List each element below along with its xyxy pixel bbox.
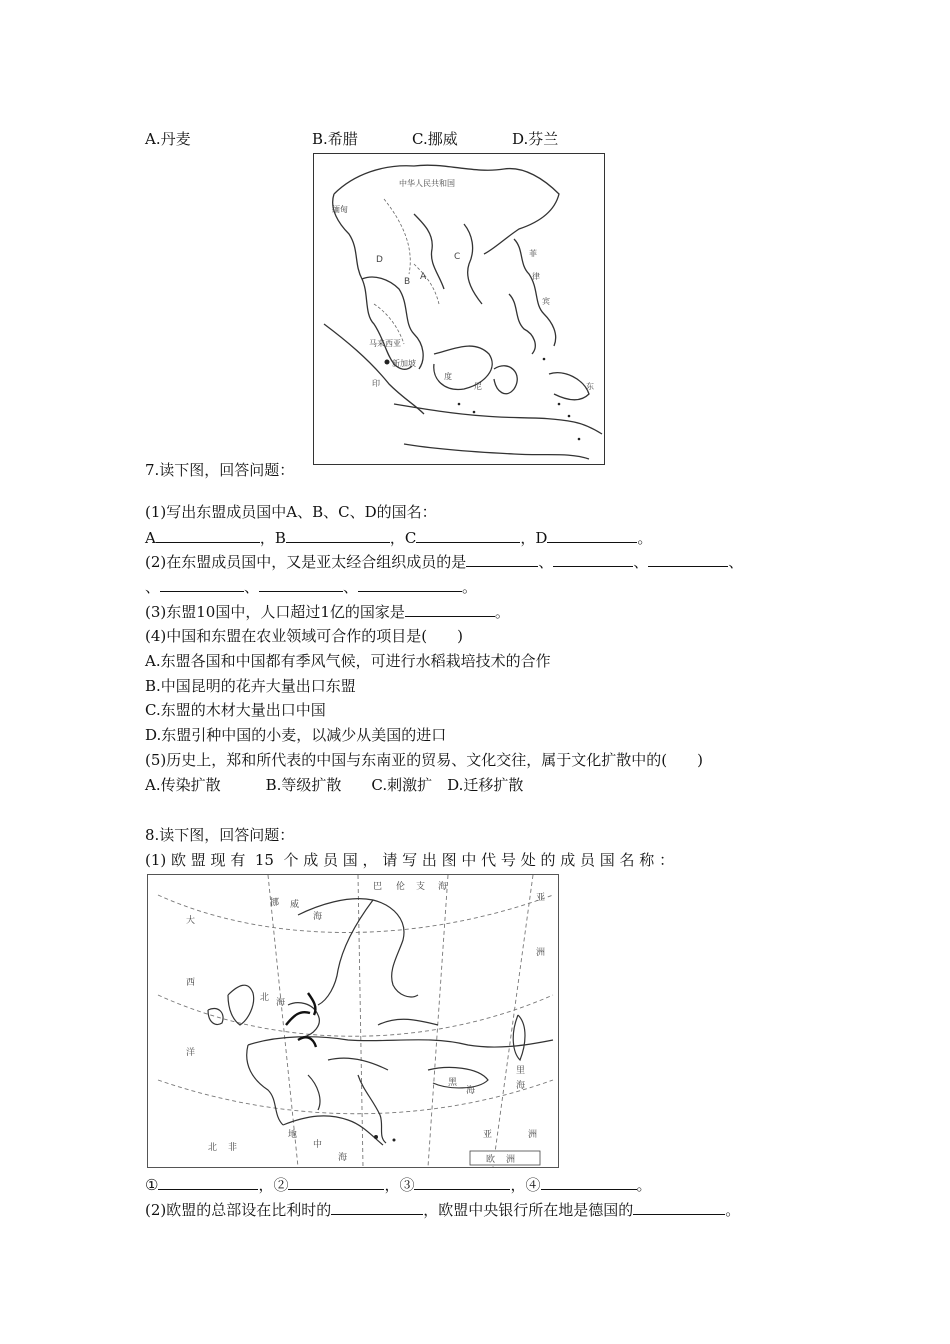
q7-sep: 、	[244, 578, 260, 596]
q8-hq-blank[interactable]	[331, 1199, 423, 1215]
q7-blank-c[interactable]	[416, 527, 520, 543]
q7-apec-blank-6[interactable]	[358, 576, 462, 592]
q8-part1-period: 。	[636, 1176, 652, 1194]
map2-label-hai5: 海	[516, 1081, 526, 1091]
map1-label-a: A	[420, 272, 427, 282]
q7-blank-a[interactable]	[156, 527, 260, 543]
q6-option-b: B.希腊	[312, 130, 358, 148]
q7-sep: 、	[145, 578, 161, 596]
q7-blank-d[interactable]	[547, 527, 637, 543]
q8-part2	[145, 1199, 740, 1220]
map2-label-lun: 伦	[396, 882, 406, 892]
map2-label-zhou3: 洲	[506, 1155, 516, 1165]
q7-label-d: ，D	[520, 529, 548, 547]
q7-blank-b[interactable]	[286, 527, 390, 543]
q7-part4-option-b: B.中国昆明的花卉大量出口东盟	[145, 677, 356, 695]
map1-label-fei: 菲	[529, 249, 537, 258]
q8-number-3: ，③	[384, 1176, 415, 1194]
q8-part2-period: 。	[725, 1201, 741, 1219]
map1-label-du: 度	[444, 372, 452, 381]
map1-label-d: D	[376, 255, 383, 265]
q7-sep: 、	[538, 553, 554, 571]
map2-label-zhou1: 洲	[536, 948, 546, 958]
map2-label-da: 大	[186, 916, 196, 926]
map2-label-ya1: 亚	[536, 893, 546, 903]
map1-label-malaysia: 马来西亚	[369, 339, 401, 348]
map1-label-ni: 尼	[474, 382, 482, 391]
q7-part2-text: (2)在东盟成员国中，又是亚太经合组织成员的是	[145, 553, 467, 571]
map2-label-ou: 欧	[486, 1155, 496, 1165]
q7-period: 。	[462, 578, 478, 596]
q7-apec-blank-1[interactable]	[466, 551, 538, 567]
q8-part1: (1) 欧 盟 现 有 15 个 成 员 国 ， 请 写 出 图 中 代 号 处 的 成 员 国 名 称 ：	[145, 851, 675, 869]
map2-label-fei: 非	[228, 1143, 238, 1153]
q7-part4-option-c: C.东盟的木材大量出口中国	[145, 701, 326, 719]
map2-label-zhong: 中	[313, 1140, 323, 1150]
q7-apec-blank-4[interactable]	[160, 576, 244, 592]
q7-label-c: ，C	[389, 529, 417, 547]
q7-part2	[145, 551, 743, 572]
q8-blank-2[interactable]	[288, 1174, 384, 1190]
map1-label-lv: 律	[532, 272, 540, 281]
map1-label-b: B	[404, 277, 411, 287]
map2-label-bei: 北	[260, 993, 270, 1003]
q7-apec-blank-3[interactable]	[648, 551, 728, 567]
map2-label-bei2: 北	[208, 1143, 218, 1153]
q7-apec-blank-5[interactable]	[259, 576, 343, 592]
map2-label-ba: 巴	[373, 882, 383, 892]
q8-blank-3[interactable]	[414, 1174, 510, 1190]
map2-label-ya2: 亚	[483, 1130, 493, 1140]
map1-label-singapore: 新加坡	[392, 359, 416, 368]
q8-number-4: ，④	[510, 1176, 541, 1194]
map2-label-li: 里	[516, 1066, 526, 1076]
map1-label-dong: 东	[586, 382, 594, 391]
q7-part1-blanks	[145, 527, 652, 548]
map1-label-myanmar: 缅甸	[332, 205, 348, 214]
q8-blank-4[interactable]	[541, 1174, 637, 1190]
map1-label-yin: 印	[372, 379, 380, 388]
map2-label-hai2: 海	[313, 912, 323, 922]
q7-part4-option-a: A.东盟各国和中国都有季风气候，可进行水稻栽培技术的合作	[145, 652, 551, 670]
q7-period: 。	[494, 603, 510, 621]
q8-blank-1[interactable]	[158, 1174, 258, 1190]
map2-label-xi: 西	[186, 978, 196, 988]
q8-number-1: ①	[145, 1176, 159, 1194]
europe-map-drawing	[148, 875, 558, 1167]
q7-sep: 、	[343, 578, 359, 596]
q8-number-2: ，②	[258, 1176, 289, 1194]
map2-label-hai3: 海	[276, 998, 286, 1008]
q7-sep: 、	[728, 553, 744, 571]
q7-label-b: ，B	[259, 529, 286, 547]
q7-label-a: A	[145, 529, 156, 547]
q7-part2-cont	[145, 576, 477, 597]
southeast-asia-map	[313, 153, 605, 465]
q7-part5-options: A.传染扩散 B.等级扩散 C.刺激扩 D.迁移扩散	[145, 776, 524, 794]
map1-label-bin: 宾	[542, 297, 550, 306]
q7-title: 7.读下图，回答问题：	[145, 461, 295, 479]
q6-option-c: C.挪威	[412, 130, 458, 148]
q7-part5: (5)历史上，郑和所代表的中国与东南亚的贸易、文化交往，属于文化扩散中的( )	[145, 751, 703, 769]
map2-label-hei: 黑	[448, 1078, 458, 1088]
q7-part1: (1)写出东盟成员国中A、B、C、D的国名：	[145, 503, 437, 521]
map1-label-china: 中华人民共和国	[399, 179, 455, 188]
q6-option-a: A.丹麦	[145, 130, 191, 148]
map2-label-zhi: 支	[416, 882, 426, 892]
map2-label-hai1: 海	[438, 882, 448, 892]
q8-part1-blanks	[145, 1174, 652, 1195]
q7-part3	[145, 601, 510, 622]
map2-label-zhou2: 洲	[528, 1130, 538, 1140]
q8-part2-text-b: ，欧盟中央银行所在地是德国的	[423, 1201, 634, 1219]
europe-map	[147, 874, 559, 1168]
q7-part4-option-d: D.东盟引种中国的小麦，以减少从美国的进口	[145, 726, 447, 744]
q7-part3-text: (3)东盟10国中，人口超过1亿的国家是	[145, 603, 405, 621]
map2-label-hai6: 海	[338, 1153, 348, 1163]
map2-label-di: 地	[288, 1130, 298, 1140]
map2-label-yang: 洋	[186, 1048, 196, 1058]
q7-apec-blank-2[interactable]	[553, 551, 633, 567]
q7-part1-period: 。	[637, 529, 653, 547]
map2-label-nuo: 挪	[270, 898, 280, 908]
q6-option-d: D.芬兰	[512, 130, 559, 148]
q7-part4: (4)中国和东盟在农业领域可合作的项目是( )	[145, 627, 463, 645]
map1-label-c: C	[454, 252, 461, 262]
q8-title: 8.读下图，回答问题：	[145, 826, 295, 844]
map2-label-wei: 威	[290, 900, 300, 910]
q7-sep: 、	[633, 553, 649, 571]
southeast-asia-map-drawing	[314, 154, 604, 464]
q8-bank-blank[interactable]	[633, 1199, 725, 1215]
map2-label-hai4: 海	[466, 1086, 476, 1096]
q7-population-blank[interactable]	[405, 601, 495, 617]
q8-part2-text-a: (2)欧盟的总部设在比利时的	[145, 1201, 332, 1219]
